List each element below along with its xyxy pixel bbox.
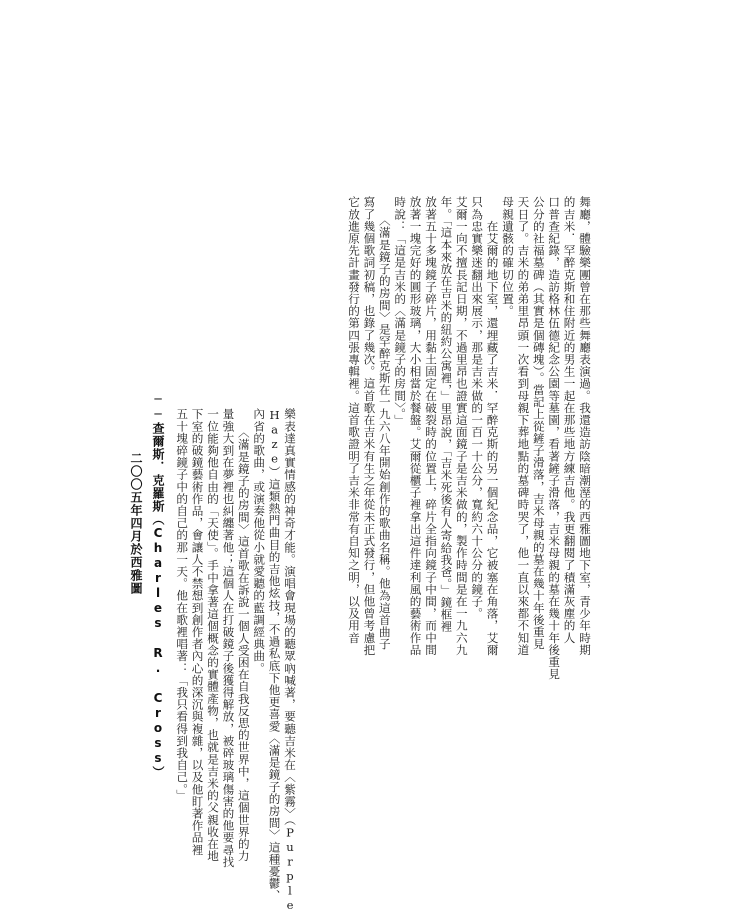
text-column-top-11: 放著五十多塊鏡子碎片，用黏土固定在破裂時的位置上，碎片全指向鏡子中間，而中間 xyxy=(424,196,438,656)
signature-date: 二〇〇五年四月於西雅圖 xyxy=(129,452,143,595)
text-column-top-13: 時說：「這是吉米的〈滿是鏡子的房間〉。」 xyxy=(393,196,408,427)
text-column-top-5: 天日了。吉米的弟弟里昂頭一次看到母親下葬地點的墓碑時哭了，他一直以來都不知道 xyxy=(516,196,531,656)
text-column-top-14: 〈滿是鏡子的房間〉是罕醉克斯在一九六八年開始創作的歌曲名稱。他為這首曲子 xyxy=(377,196,392,650)
text-column-bottom-4: 〈滿是鏡子的房間〉這首歌在訴說一個人受困在自我反思的世界中，這個世界的力 xyxy=(236,408,251,862)
text-column-bottom-8: 五十塊碎鏡子中的自己的那一天。他在歌裡唱著：「我只看得到我自己。」 xyxy=(175,408,190,802)
text-column-bottom-2: Haze）這類熱門曲目的吉他炫技，不過私底下他更喜愛〈滿是鏡子的房間〉這種憂鬱、 xyxy=(267,408,282,902)
text-column-bottom-1: 樂表達真實情感的神奇才能。演唱會現場的聽眾吶喊著，要聽吉米在〈紫霧〉（Purple xyxy=(283,408,297,913)
text-column-top-9: 艾爾一向不擅長記日期，不過里昂也證實這面鏡子是吉米做的，製作時間是在一九六九 xyxy=(454,196,469,656)
text-column-bottom-3: 內省的歌曲，或演奏他從小就愛聽的藍調經典曲。 xyxy=(252,408,267,675)
text-column-top-16: 它放進原先計畫發行的第四張專輯裡。這首歌證明了吉米非常有自知之明，以及用音 xyxy=(347,196,361,644)
text-column-bottom-7: 下室的破鏡藝術作品，會讓人不禁想到創作者內心的深沉與複雜，以及他盯著作品裡 xyxy=(190,408,205,856)
text-column-top-6: 母親遺骸的確切位置。 xyxy=(501,196,515,317)
text-column-top-1: 舞廳，體驗樂團曾在那些舞廳表演過。我還造訪陰暗潮溼的西雅圖地下室，青少年時期 xyxy=(578,196,592,656)
text-column-top-3: 口普查紀錄，造訪格林伍德紀念公園等墓園，看著鏟子滑落，吉米母親的墓在幾十年後重見 xyxy=(547,196,562,680)
signature-name: ──查爾斯．克羅斯（Charles R. Cross） xyxy=(151,392,165,779)
text-column-top-15: 寫了幾個歌詞初稿，也錄了幾次。這首歌在吉米有生之年從未正式發行，但他曾考慮把 xyxy=(362,196,377,656)
text-column-bottom-5: 量強大到在夢裡也糾纏著他；這個人在打破鏡子後獲得解放，被碎玻璃傷害的他要尋找 xyxy=(221,408,236,868)
text-column-top-4: 公分的社福墓碑（其實是個磚塊）。當記上從鏟子滑落，吉米母親的墓在幾十年後重見 xyxy=(531,196,546,650)
text-column-top-8: 只為忠實樂迷翻出來展示，那是吉米做的一百一十公分，寬約六十公分的鏡子。 xyxy=(470,196,485,620)
text-column-top-7: 在艾爾的地下室，還埋藏了吉米．罕醉克斯的另一個紀念品，它被塞在角落，艾爾 xyxy=(485,196,500,656)
text-column-bottom-6: 一位能夠他自由的「天使」。手中拿著這個概念的實體產物，也就是吉米的父親收在地 xyxy=(206,408,220,862)
text-column-top-2: 的吉米．罕醉克斯和住附近的男生一起在那些地方練吉他。我更翻閱了積滿灰塵的人 xyxy=(562,196,577,644)
text-column-top-12: 放著一塊完好的圓形玻璃，大小相當於餐盤。艾爾從櫃子裡拿出這件達利風的藝術作品 xyxy=(408,196,423,656)
text-column-top-10: 年。「這本來放在吉米的紐約公寓裡，」里昂說，「吉米死後有人寄給我爸。」鏡框裡 xyxy=(439,196,454,633)
